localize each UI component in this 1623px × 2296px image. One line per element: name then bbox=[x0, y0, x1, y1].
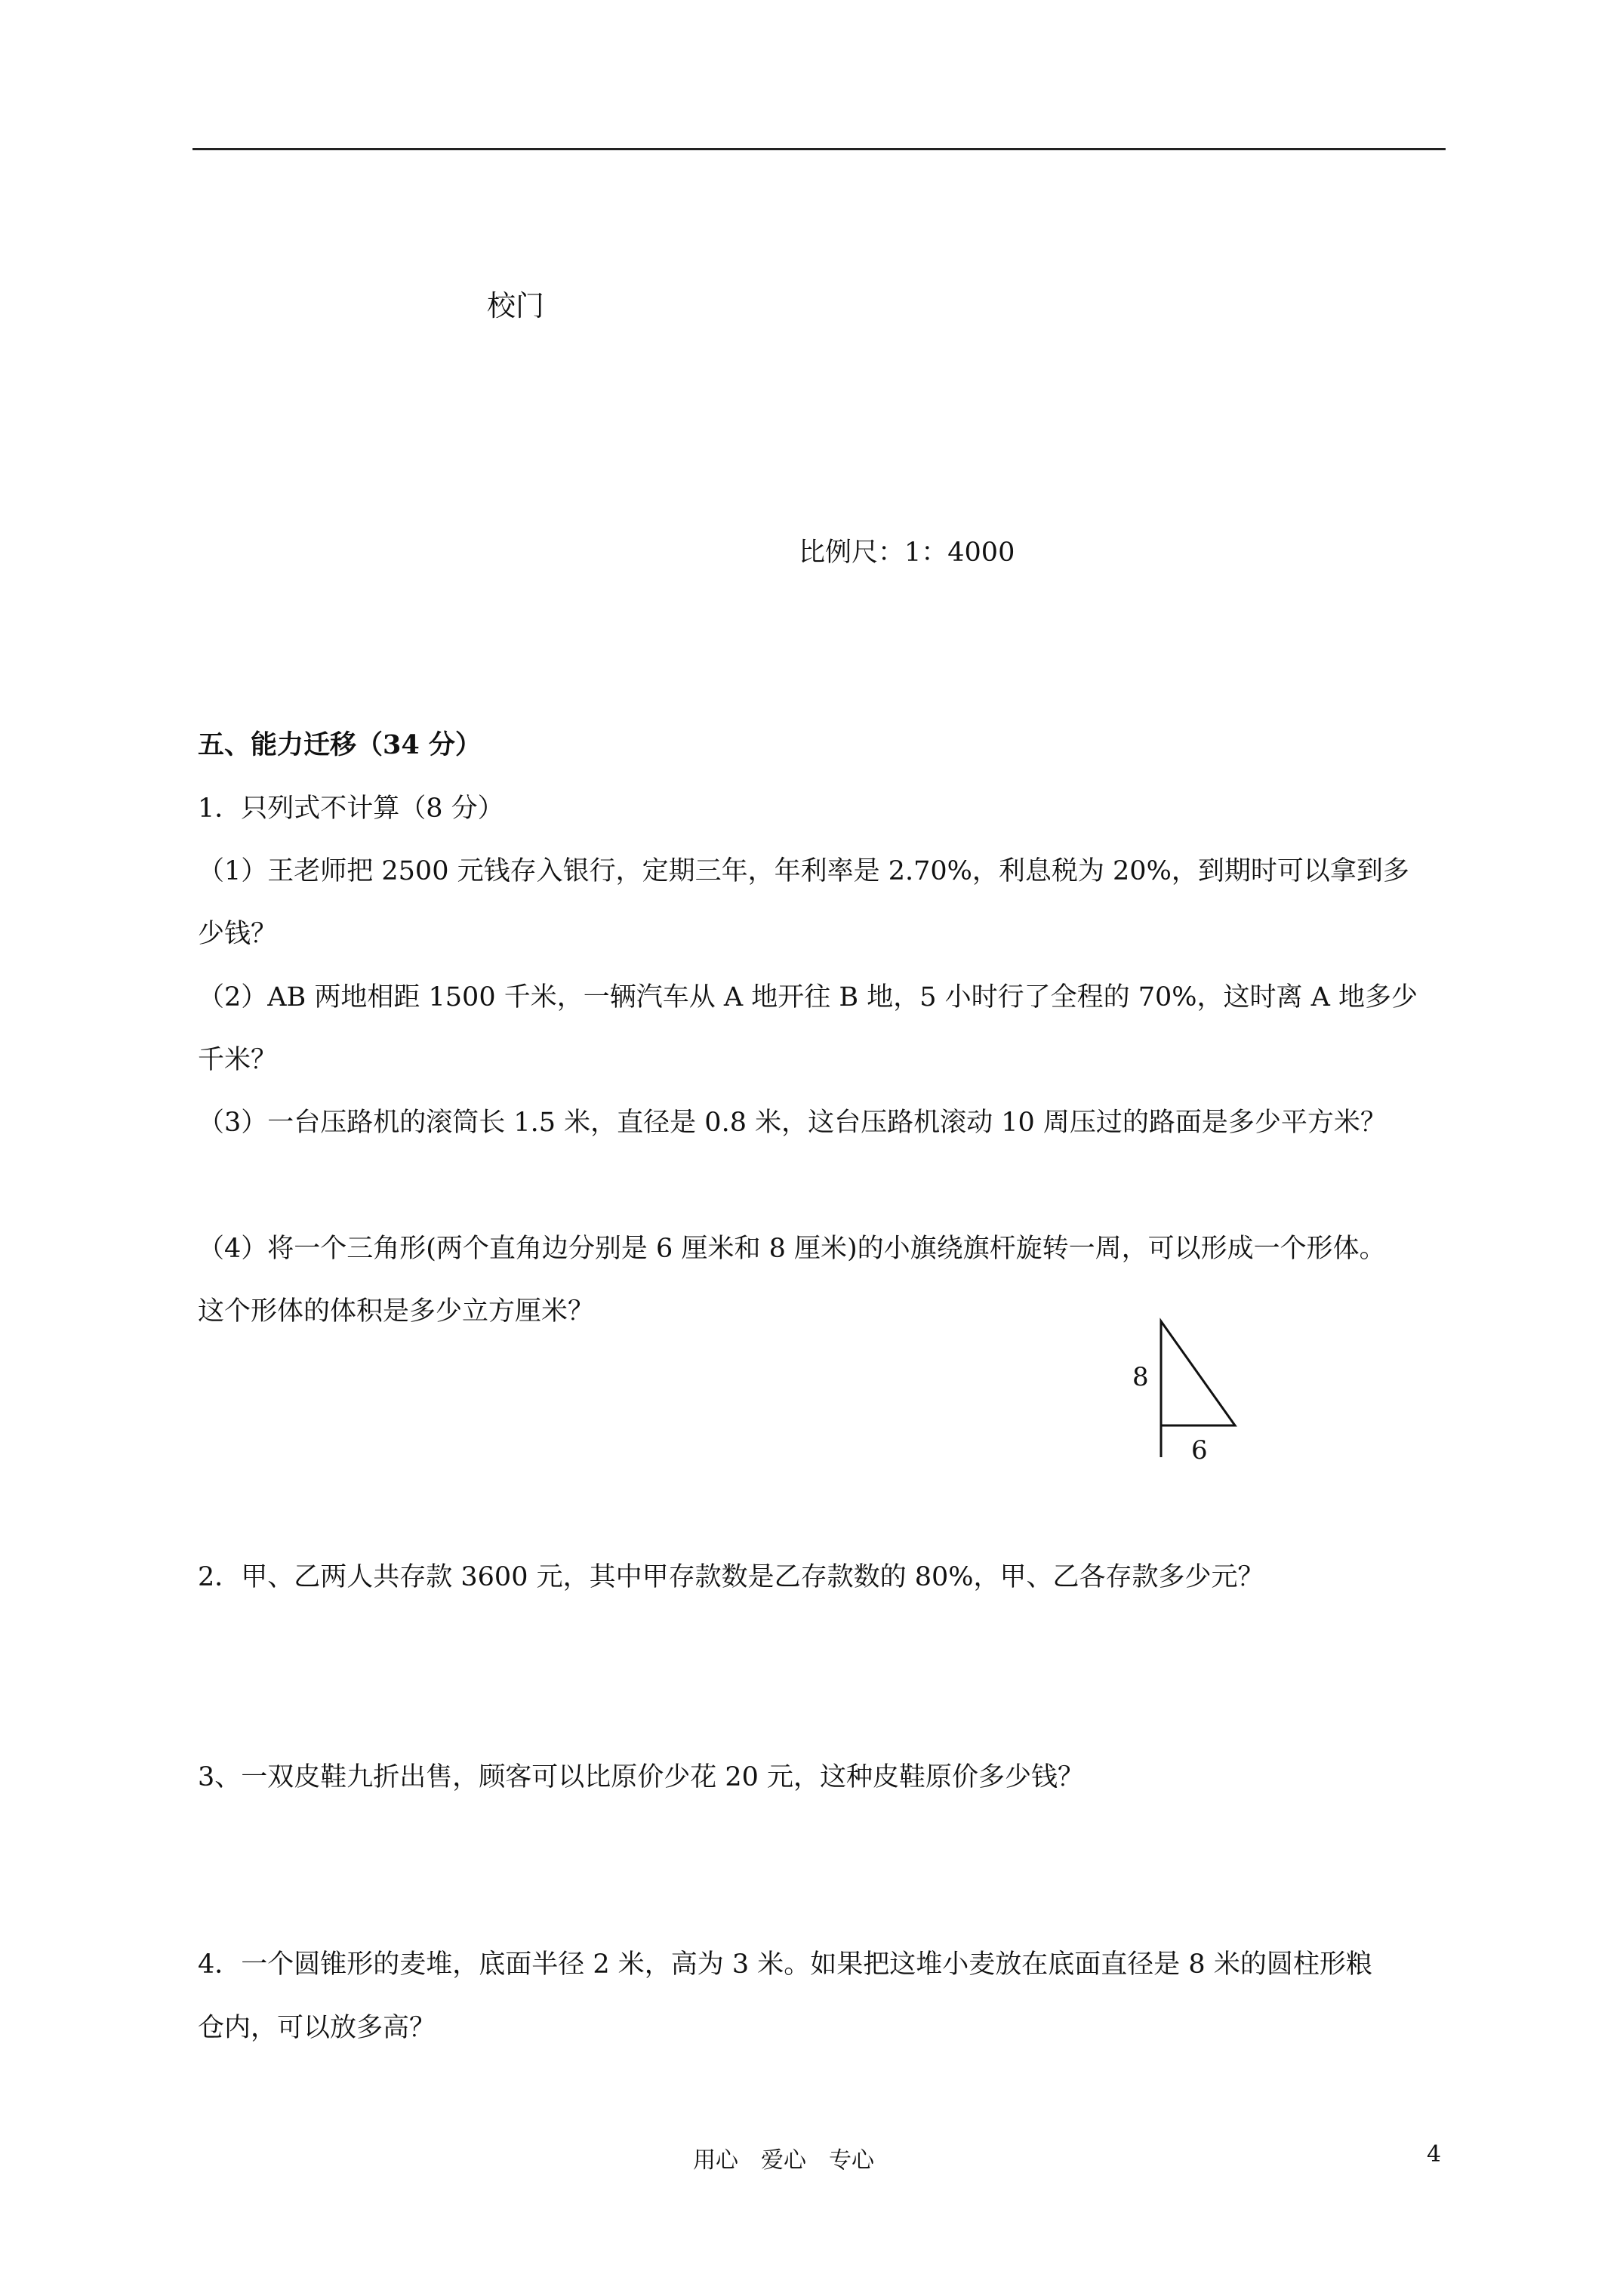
q1-sub3-line1: （3）一台压路机的滚筒长 1.5 米，直径是 0.8 米，这台压路机滚动 10 周压过的路面是多少平方米？ bbox=[198, 1108, 1387, 1138]
triangle-figure bbox=[1117, 1314, 1283, 1472]
label-8: 8 bbox=[1132, 1362, 1149, 1392]
gate-label: 校门 bbox=[487, 289, 545, 322]
footer-motto: 用心 爱心 专心 bbox=[693, 2147, 874, 2174]
q1-sub2-line1: （2）AB 两地相距 1500 千米，一辆汽车从 A 地开往 B 地，5 小时行了全程的 70%，这时离 A 地多少 bbox=[198, 982, 1418, 1012]
q1-sub1-line2: 少钱？ bbox=[198, 919, 278, 949]
q4-line2: 仓内，可以放多高？ bbox=[198, 2013, 436, 2043]
section-heading: 五、能力迁移（34 分） bbox=[198, 729, 482, 760]
triangle-shape bbox=[1161, 1321, 1235, 1425]
page-number: 4 bbox=[1427, 2141, 1442, 2168]
q1-sub4-line1: （4）将一个三角形(两个直角边分别是 6 厘米和 8 厘米)的小旗绕旗杆旋转一周，可以形成一个形体。 bbox=[198, 1234, 1386, 1264]
header-rule bbox=[192, 148, 1446, 150]
q1-sub4-line2: 这个形体的体积是多少立方厘米？ bbox=[198, 1296, 595, 1327]
label-6: 6 bbox=[1191, 1435, 1208, 1465]
q1-title: 1．只列式不计算（8 分） bbox=[198, 794, 504, 824]
q1-sub1-line1: （1）王老师把 2500 元钱存入银行，定期三年，年利率是 2.70%，利息税为 20%，到期时可以拿到多 bbox=[198, 856, 1409, 886]
q2: 2．甲、乙两人共存款 3600 元，其中甲存款数是乙存款数的 80%，甲、乙各存款多少元？ bbox=[198, 1562, 1264, 1592]
q3: 3、一双皮鞋九折出售，顾客可以比原价少花 20 元，这种皮鞋原价多少钱？ bbox=[198, 1762, 1085, 1792]
scale-label: 比例尺：1：4000 bbox=[799, 538, 1015, 568]
q4-line1: 4．一个圆锥形的麦堆，底面半径 2 米，高为 3 米。如果把这堆小麦放在底面直径是 8 米的圆柱形粮 bbox=[198, 1949, 1372, 1980]
q1-sub2-line2: 千米？ bbox=[198, 1045, 278, 1075]
